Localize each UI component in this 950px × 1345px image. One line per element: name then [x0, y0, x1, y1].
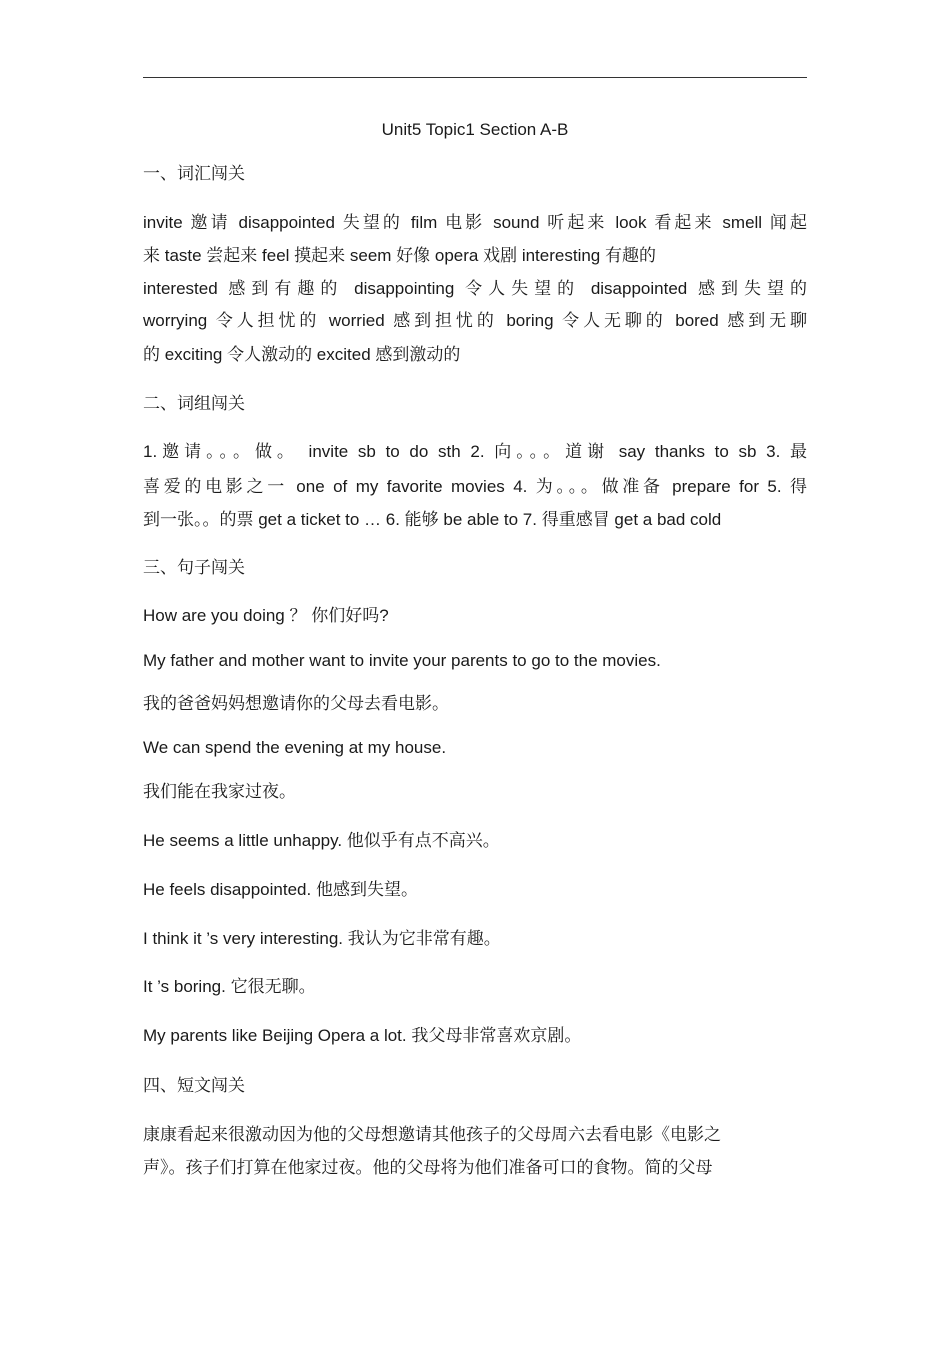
vocabulary-line: 来 taste 尝起来 feel 摸起来 seem 好像 opera 戏剧 interesting 有趣的 — [143, 246, 656, 265]
document-title: Unit5 Topic1 Section A-B — [381, 120, 569, 139]
vocabulary-line: 的 exciting 令人激动的 excited 感到激动的 — [143, 345, 461, 364]
section-heading-vocabulary: 一、词汇闯关 — [143, 164, 245, 183]
phrase-line: 喜爱的电影之一 one of my favorite movies 4. 为。。。做准备 prepare for 5. 得 — [143, 477, 807, 496]
header-rule — [143, 77, 807, 78]
sentence-line: I think it ’s very interesting. 我认为它非常有趣。 — [143, 929, 501, 948]
vocabulary-line: worrying 令人担忧的 worried 感到担忧的 boring 令人无聊的 bored 感到无聊 — [143, 311, 807, 330]
sentence-line: It ’s boring. 它很无聊。 — [143, 977, 316, 996]
sentence-line: He seems a little unhappy. 他似乎有点不高兴。 — [143, 831, 500, 850]
sentence-line: We can spend the evening at my house. — [143, 738, 447, 757]
vocabulary-line: interested 感到有趣的 disappointing 令人失望的 disappointed 感到失望的 — [143, 279, 807, 298]
sentence-line: My father and mother want to invite your parents to go to the movies. — [143, 651, 661, 670]
section-heading-phrases: 二、词组闯关 — [143, 394, 245, 413]
passage-line: 康康看起来很激动因为他的父母想邀请其他孩子的父母周六去看电影《电影之 — [143, 1125, 721, 1144]
sentence-line: 我的爸爸妈妈想邀请你的父母去看电影。 — [143, 694, 449, 713]
phrase-line: 1.邀请。。。做。 invite sb to do sth 2. 向。。。道谢 say thanks to sb 3. 最 — [143, 442, 807, 461]
sentence-line: My parents like Beijing Opera a lot. 我父母非常喜欢京剧。 — [143, 1026, 582, 1045]
passage-line: 声》。孩子们打算在他家过夜。他的父母将为他们准备可口的食物。简的父母 — [143, 1158, 713, 1177]
section-heading-sentences: 三、句子闯关 — [143, 558, 245, 577]
vocabulary-line: invite 邀请 disappointed 失望的 film 电影 sound 听起来 look 看起来 smell 闻起 — [143, 213, 807, 232]
sentence-line: How are you doing ？ 你们好吗? — [143, 606, 389, 625]
phrase-line: 到一张。。的票 get a ticket to … 6. 能够 be able to 7. 得重感冒 get a bad cold — [143, 510, 722, 529]
sentence-line: 我们能在我家过夜。 — [143, 782, 296, 801]
section-heading-passage: 四、短文闯关 — [143, 1076, 245, 1095]
sentence-line: He feels disappointed. 他感到失望。 — [143, 880, 418, 899]
